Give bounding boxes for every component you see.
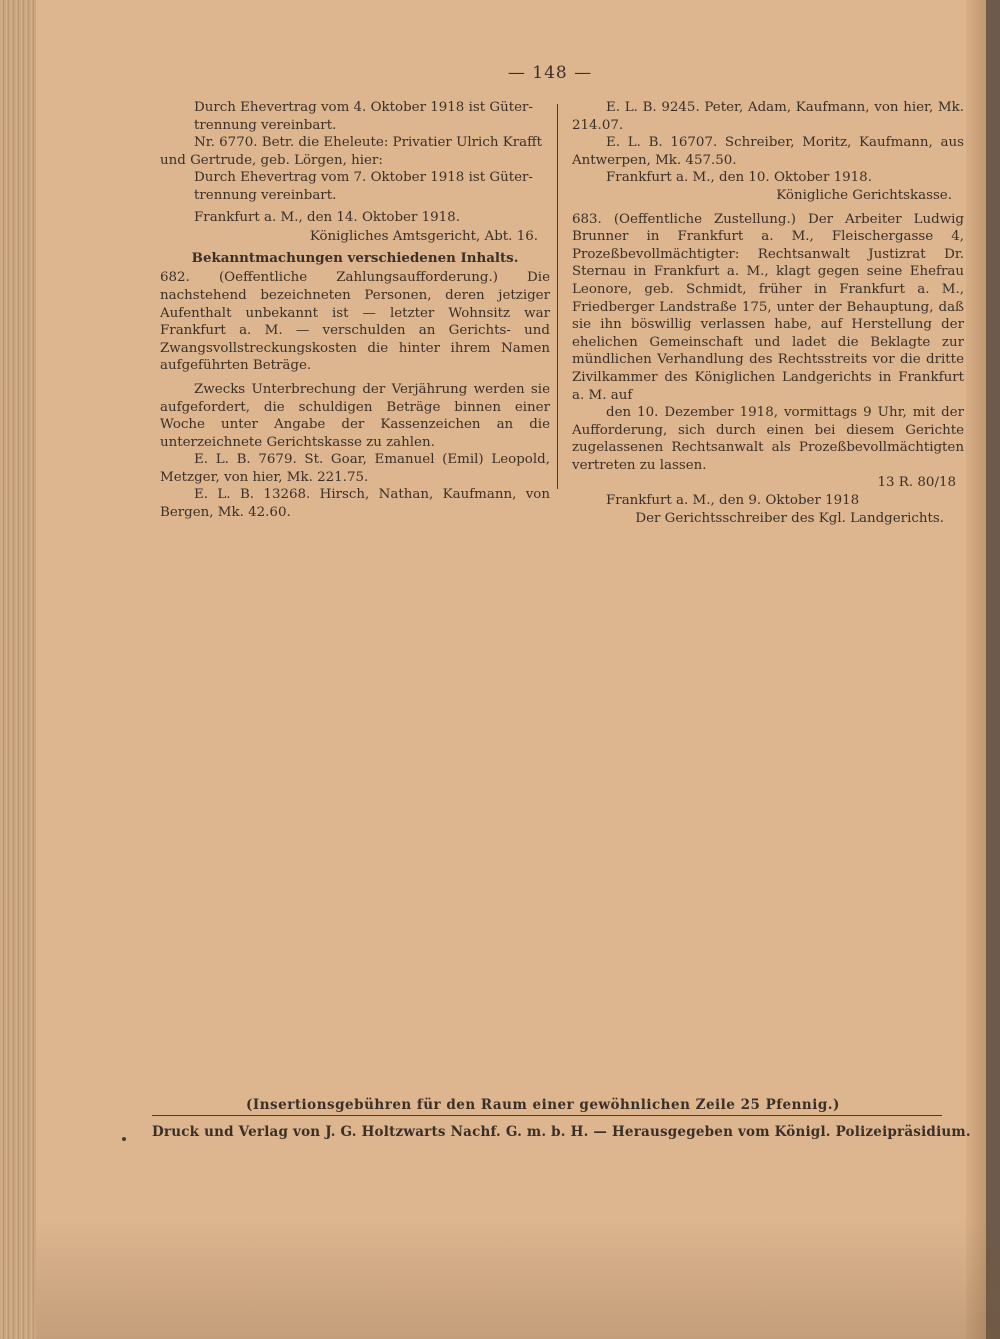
entry1-line2: trennung vereinbart.: [194, 117, 337, 133]
page-bottom-shadow: [36, 1219, 1000, 1339]
book-page-edges: [0, 0, 40, 1339]
treasury-signature: Königliche Gerichtskasse.: [776, 187, 952, 203]
footer-rule: [152, 1115, 942, 1116]
imprint: Druck und Verlag von J. G. Holtzwarts Nachf. G. m. b. H. — Herausgegeben vom Königl. Polizeipräsidium.: [152, 1124, 971, 1140]
notice-682: 682. (Oeffentliche Zahlungsaufforderung.) Die nachstehend bezeichneten Personen, deren jetziger Aufenthalt unbekannt ist — letzter Wohnsitz war Frankfurt a. M. — verschulden an Gerichts- und Zwangsvollstreckungskosten die hinter ihrem Namen aufgeführten Beträge.: [160, 270, 550, 374]
left-date-line: Frankfurt a. M., den 14. Oktober 1918.: [194, 209, 460, 225]
debtor-item-2: E. L. B. 13268. Hirsch, Nathan, Kaufmann, von Bergen, Mk. 42.60.: [160, 487, 550, 521]
entry2-line4: trennung vereinbart.: [194, 187, 337, 203]
ink-dot: [122, 1137, 126, 1141]
notice-683: 683. (Oeffentliche Zustellung.) Der Arbeiter Ludwig Brunner in Frankfurt a. M., Fleischergasse 4, Prozeßbevollmächtigter: Rechtsanwalt Justizrat Dr. Sternau in Frankfurt a. M., klagt gegen seine Ehefrau Leonore, geb. Schmidt, früher in Frankfurt a. M., Friedberger Landstraße 175, unter der Behauptung, daß sie ihn böswillig verlassen habe, auf Herstellung der ehelichen Gemeinschaft und ladet die Beklagte zur mündlichen Verhandlung des Rechtsstreits vor die dritte Zivilkammer des Königlichen Landgerichts in Frankfurt a. M. auf: [572, 211, 964, 403]
entry1-line1: Durch Ehevertrag vom 4. Oktober 1918 ist Güter-: [194, 100, 533, 115]
entry2-line2: und Gertrude, geb. Lörgen, hier:: [160, 152, 383, 168]
hearing-date: den 10. Dezember 1918, vormittags 9 Uhr, mit der Aufforderung, sich durch einen bei diesem Gerichte zugelassenen Rechtsanwalt als Prozeßbevollmächtigten vertreten zu lassen.: [572, 405, 964, 473]
right-column: [572, 99, 964, 527]
court-signature: Königliches Amtsgericht, Abt. 16.: [309, 229, 538, 245]
debtor-item-3: E. L. B. 9245. Peter, Adam, Kaufmann, von hier, Mk. 214.07.: [572, 100, 964, 133]
clerk-signature: Der Gerichtsschreiber des Kgl. Landgerichts.: [635, 510, 944, 526]
debtor-item-4: E. L. B. 16707. Schreiber, Moritz, Kaufmann, aus Antwerpen, Mk. 457.50.: [572, 135, 964, 168]
debtor-item-1: E. L. B. 7679. St. Goar, Emanuel (Emil) Leopold, Metzger, von hier, Mk. 221.75.: [160, 452, 550, 485]
entry2-head: Nr. 6770. Betr. die Eheleute: Privatier Ulrich Krafft: [194, 135, 543, 151]
right-date-line: Frankfurt a. M., den 10. Oktober 1918.: [606, 170, 872, 186]
case-number: 13 R. 80/18: [877, 475, 956, 491]
right-date-line-2: Frankfurt a. M., den 9. Oktober 1918: [606, 493, 860, 509]
fee-note: (Insertionsgebühren für den Raum einer gewöhnlichen Zeile 25 Pfennig.): [246, 1097, 840, 1113]
page-number: — 148 —: [507, 63, 593, 83]
column-divider: [557, 104, 558, 489]
notice-682-paragraph2: Zwecks Unterbrechung der Verjährung werden sie aufgefordert, die schuldigen Beträge binnen einer Woche unter Angabe der Kassenzeichen an die unterzeichnete Gerichtskasse zu zahlen.: [160, 381, 550, 450]
entry2-line3: Durch Ehevertrag vom 7. Oktober 1918 ist Güter-: [194, 170, 533, 186]
section-title: Bekanntmachungen verschiedenen Inhalts.: [191, 249, 519, 266]
left-column: [160, 99, 550, 522]
